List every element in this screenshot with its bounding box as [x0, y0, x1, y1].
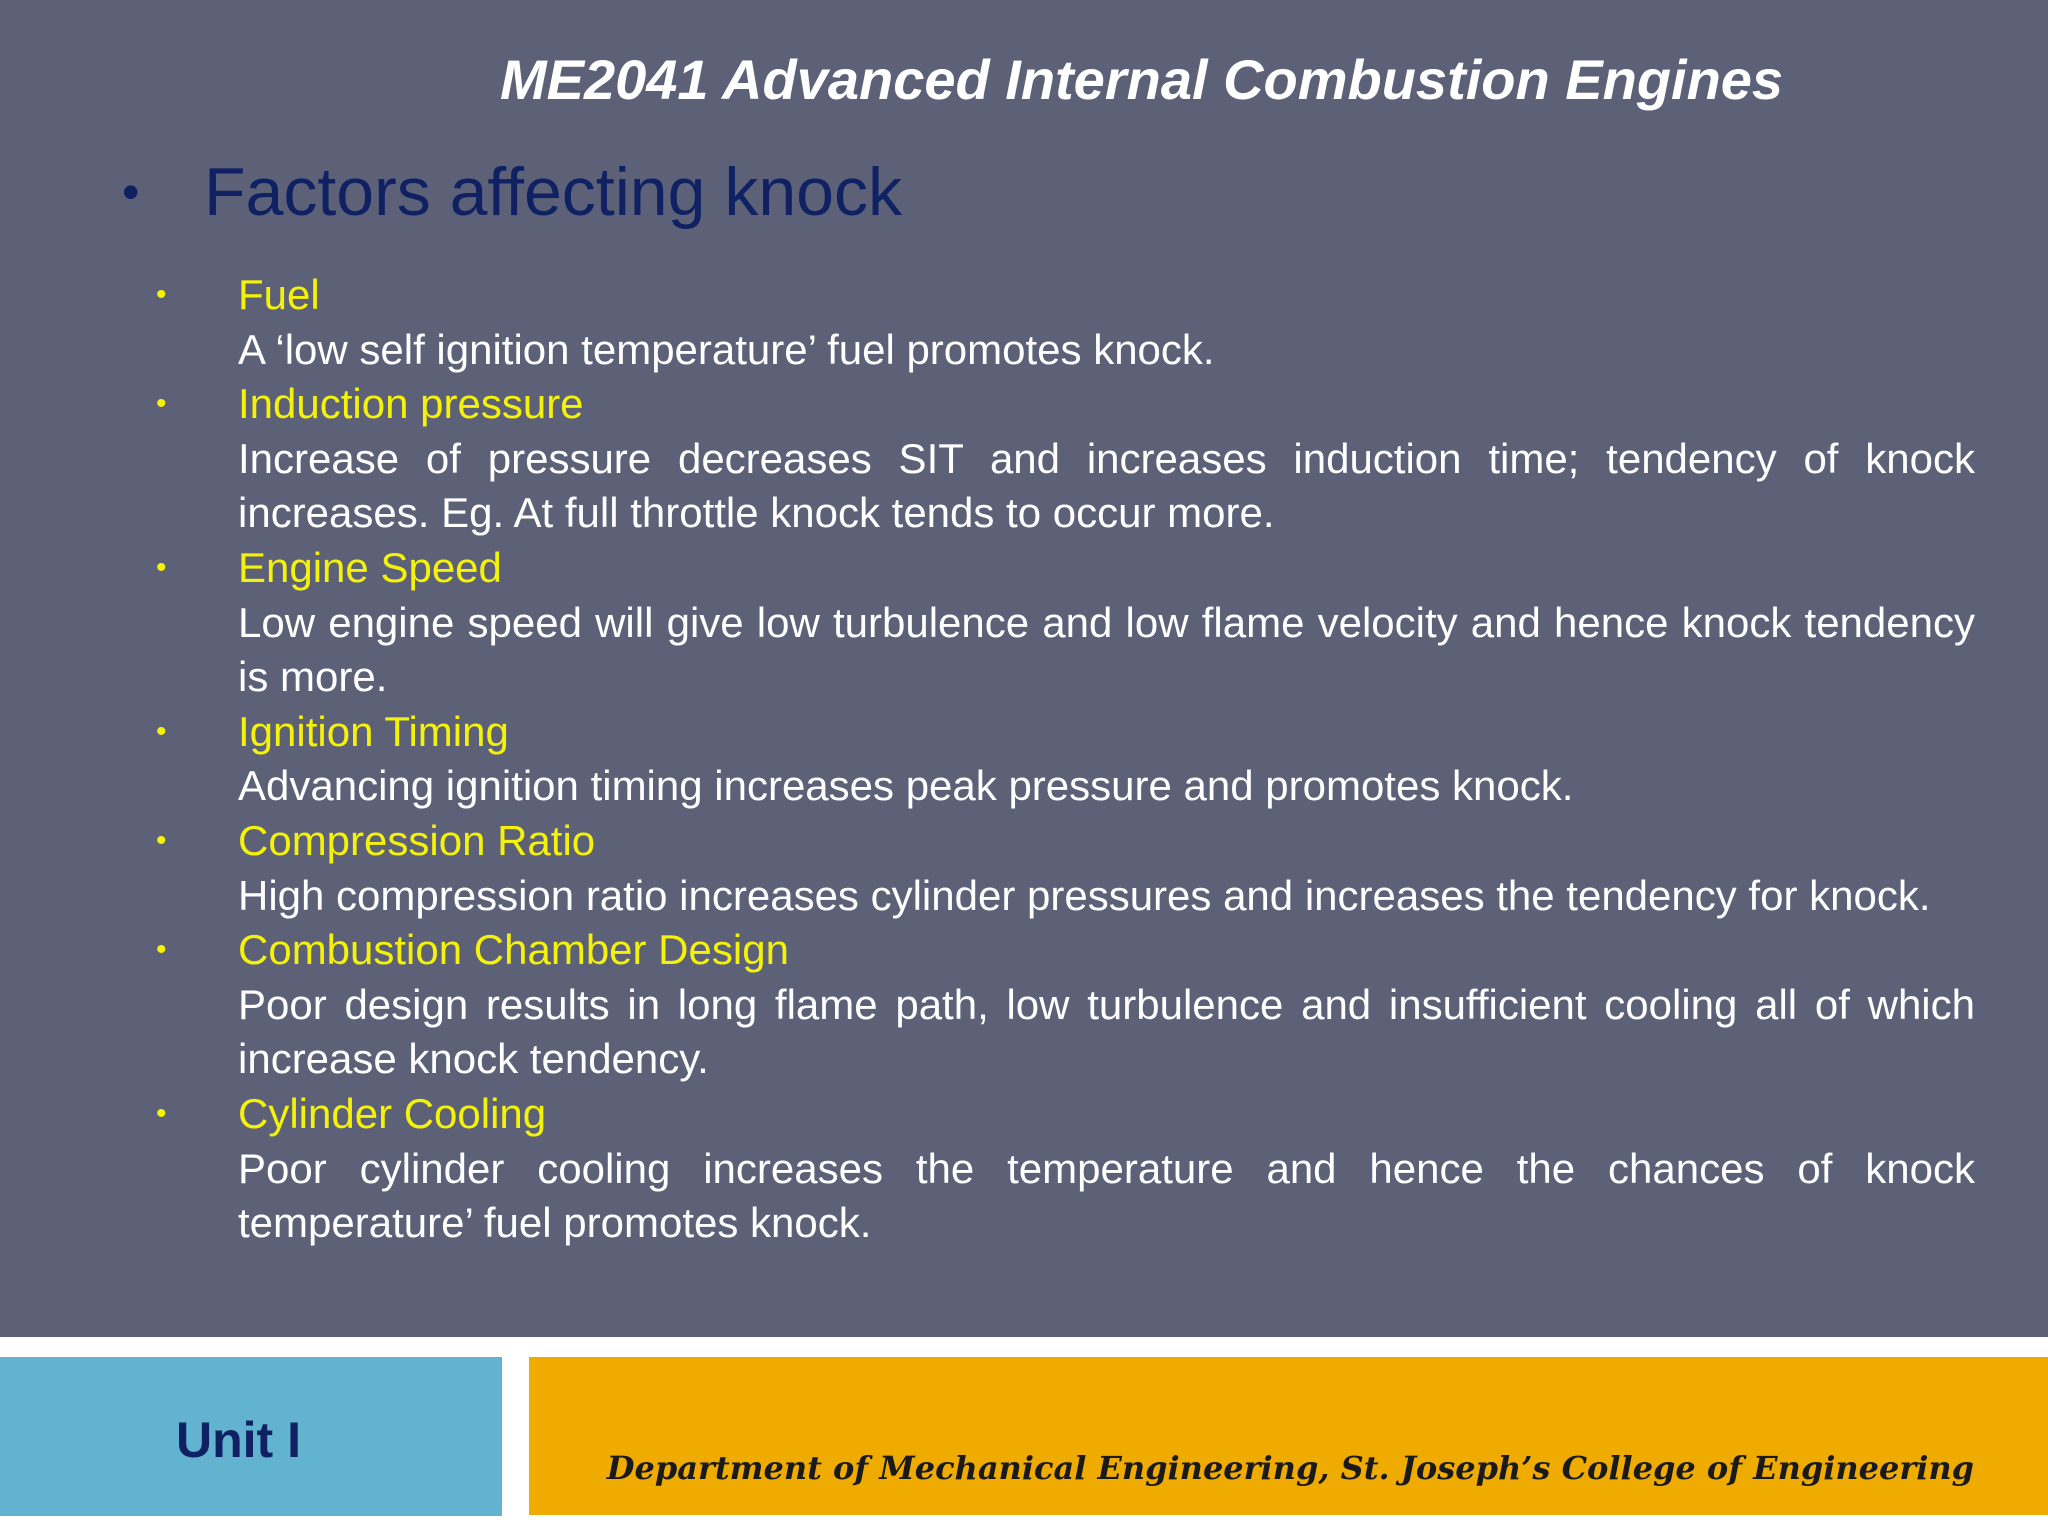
factor-item	[0, 705, 2048, 814]
factor-title: Ignition Timing	[238, 707, 509, 755]
factor-description: Low engine speed will give low turbulence and low flame velocity and hence knock tendency is more.	[238, 598, 1975, 701]
factor-title: Cylinder Cooling	[238, 1089, 547, 1137]
factor-item	[0, 377, 2048, 541]
factor-description: Poor design results in long flame path, low turbulence and insufficient cooling all of which increase knock tendency.	[238, 980, 1975, 1083]
factor-bullet: •	[156, 550, 167, 584]
slide-heading: Factors affecting knock	[204, 154, 902, 230]
factor-bullet: •	[156, 1096, 167, 1130]
factor-bullet: •	[156, 933, 167, 967]
factor-bullet: •	[156, 714, 167, 748]
factor-list	[0, 268, 2048, 1251]
factor-title: Fuel	[238, 271, 320, 318]
factor-title: Induction pressure	[238, 380, 584, 428]
factor-bullet: •	[156, 278, 167, 311]
factor-title: Compression Ratio	[238, 816, 596, 864]
unit-label: Unit I	[176, 1412, 301, 1468]
factor-description: High compression ratio increases cylinder pressures and increases the tendency for knock.	[238, 871, 1931, 919]
factor-item	[0, 541, 2048, 705]
factor-description: Increase of pressure decreases SIT and increases induction time; tendency of knock increases. Eg. At full throttle knock tends to occur more.	[238, 434, 1975, 537]
factor-item	[0, 814, 2048, 923]
factor-item	[0, 923, 2048, 1087]
factor-item	[0, 268, 2048, 377]
factor-bullet: •	[156, 387, 167, 421]
factor-title: Engine Speed	[238, 543, 502, 591]
heading-bullet: •	[122, 164, 140, 220]
factor-description: A ‘low self ignition temperature’ fuel promotes knock.	[238, 325, 1215, 373]
factor-description: Advancing ignition timing increases peak pressure and promotes knock.	[238, 762, 1574, 810]
factor-bullet: •	[156, 823, 167, 857]
factor-title: Combustion Chamber Design	[238, 926, 789, 974]
department-label: Department of Mechanical Engineering, St. Joseph’s College of Engineering	[606, 1449, 1974, 1487]
factor-item	[0, 1087, 2048, 1251]
factor-description: Poor cylinder cooling increases the temperature and hence the chances of knock temperature’ fuel promotes knock.	[238, 1144, 1975, 1247]
course-title: ME2041 Advanced Internal Combustion Engines	[500, 48, 1784, 111]
